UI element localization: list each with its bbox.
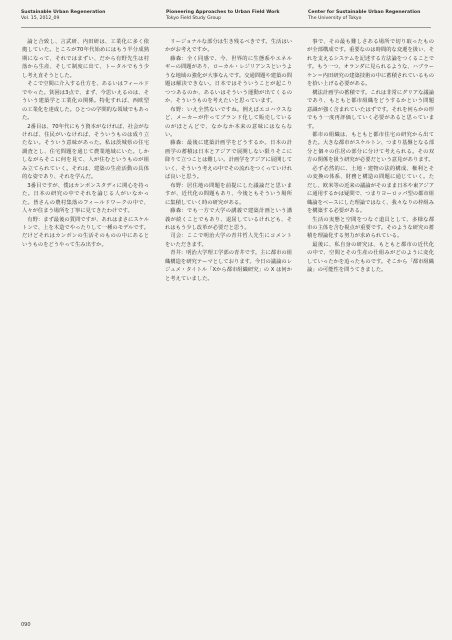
paragraph: 事で、その最も難しさある場所で切り取ったものが全部構成です。重要なのは時間的な変遷を扱い、それを支えるシステムを記述する方法論をつくることです。もう一つ、オランダに見られるような、ハブラーケン＝内田研究の建築技術の中に蓄積されているものを拾い上げる必要がある。: [307, 39, 434, 88]
running-header-right: [308, 10, 420, 22]
paragraph: 藤森：最後に建築計画学をどうするか。日本の計画学の蓄積は日本とアジアで展開しない限りそこに降りて立つことは難しい。計画学をアジアに展開していく、そういう考えの中でその流れをつくっていければ良いと思う。: [165, 140, 292, 181]
paragraph: そこで空間に介入する仕方を、あるいはフィールドでやった。貧困は3点で、まず、今思いえるのは、そういう建築学と工業化の関係。特化すれば、西欧型の工業化を達成した。ひとつの学問的な領域でもあった。: [22, 81, 149, 122]
running-header-left: [21, 10, 105, 22]
paragraph: 藤森：でも一方で大学の講義で建築計画という講義が続くことでもあり、退屈しているけれども、それはもう少し改革が必要だと思う。: [165, 208, 292, 231]
paragraph: リージョナルな部分は生き残るべきです。生活はいかがお考えですか。: [165, 39, 292, 54]
page-number: 090: [21, 622, 31, 628]
paragraph: 3番目ですが、僕はカンボンスタディに関心を持った。日本の研究の中でそれを論じる人がいなかった。皆さんの農村集落のフィールドワークの中で、人々が住まう場所を丁寧に見てきたわけです。: [22, 182, 149, 215]
section-title: Pioneering Approaches to Urban Field Work: [166, 10, 280, 15]
running-header-center: [166, 10, 280, 22]
paragraph: 布野：いえ全然ないですね。例えばエコハウスなど、メーカーが作ってブランド化して販売しているのがほとんどで、なかなか本来の意味にはならない。: [165, 106, 292, 138]
center-name: Center for Sustainable Urban Regeneration: [308, 10, 421, 15]
journal-title: Sustainable Urban Regeneration: [21, 10, 106, 15]
text-column-3: [307, 38, 434, 618]
paragraph: 2番目は、70年代にもう資本がなければ、社会がなければ、住民がいなければ、そういうものは成り立たない。そういう意味があった。私は茨城県の住宅調査とし、住宅問題を通じて農業地域にいた。しかしながらそこに何を見て、人が住むというものが組み立てられていく。それは、建築の生産活動の具体的な姿であり、それを学んだ。: [22, 123, 149, 181]
paragraph: 藤森：全く同感で、今、世界的に生態系やエネルギーの問題があり、ローカル・レジリアンスというような地域の強化が大事なんです。交通問題や建築の問題は解決できない。日本ではそういうことが起こりつつあるのか、あるいはそういう運動が出てくるのか、そういうものを考えたいと思っています。: [165, 55, 292, 105]
paragraph: 必ず必然的に、土地・建物の法的構成、権利とその変換の体系、財務と構造の問題に通じていく。ただし、欧米等の近来の議論がそのまま日本や東アジアに通用するかは疑問で、つまりヨーロッパ型の都市組織論をベースにした理論ではなく、我々なりの枠組みを構築する必要がある。: [307, 165, 434, 215]
paragraph: 青井：明治大学理工学部の青井です。主に都市の組織構造を研究テーマとしております。今日の議論のレジュメ・タイトル「Xから都市組織研究」の X は何かと考えていました。: [165, 250, 292, 282]
text-column-2: [165, 38, 292, 618]
paragraph: 都市の組織は、もともと都市住宅の研究から出てきた。大きな都市がスケルトン、つまり基盤となる部分と個々の住居の部分に分けて考えられる。その双方の関係を扱う研究が必要だという意見があります。: [307, 131, 434, 164]
text-column-1: [22, 38, 149, 618]
paragraph: 生活の実態と空間をつなぐ道具として、多様な都市の主体を含む視点が重要です。そのような研究の蓄積を理論化する努力が求められている。: [307, 216, 434, 240]
university-name: The University of Tokyo: [308, 16, 362, 21]
paragraph: 司会：ここで明治大学の青井哲人先生にコメントをいただきます。: [165, 233, 292, 248]
issue-label: Vol. 15, 2012_09: [21, 16, 60, 21]
header-rule: [21, 27, 431, 28]
paragraph: 最後に、私自身の研究は、もともと都市の近代化の中で、空間とその生産の仕組みがどのように変化していったかを追ったものです。そこから「都市組織論」の可能性を問うてきました。: [307, 241, 434, 274]
paragraph: 論と合致し、言武研、内田研は、工業化に多く依拠していた。ところが70年代始めにはもう半分成熟期になって、それではまずい、だから有野先生は村落から生産、そして制度に出て、トータルでもう少し考え直そうとした。: [22, 39, 149, 79]
paragraph: 布野：居住地の問題を前提にした議論だと思いますが、近代化の問題もあり、今後ともそういう場所に集積していく時の研究がある。: [165, 182, 292, 206]
paragraph: 構法計画学の蓄積です。これは非常にグリアな議論であり、もともと都市組織をどうするかという問題意識が強く含まれていたはずです。それを何らかの形でもう一度再評価していく必要があると思っています。: [307, 89, 434, 130]
section-subtitle: Tokyo Field Study Group: [166, 16, 222, 21]
paragraph: 有野：まず最後の質問ですが、あれはまさにスケルトンで、上を木造でやったりして一種のモデルです。だけどそれはカンボンの生活そのものの中にあるというものをどうやって生み出すか。: [22, 216, 149, 248]
